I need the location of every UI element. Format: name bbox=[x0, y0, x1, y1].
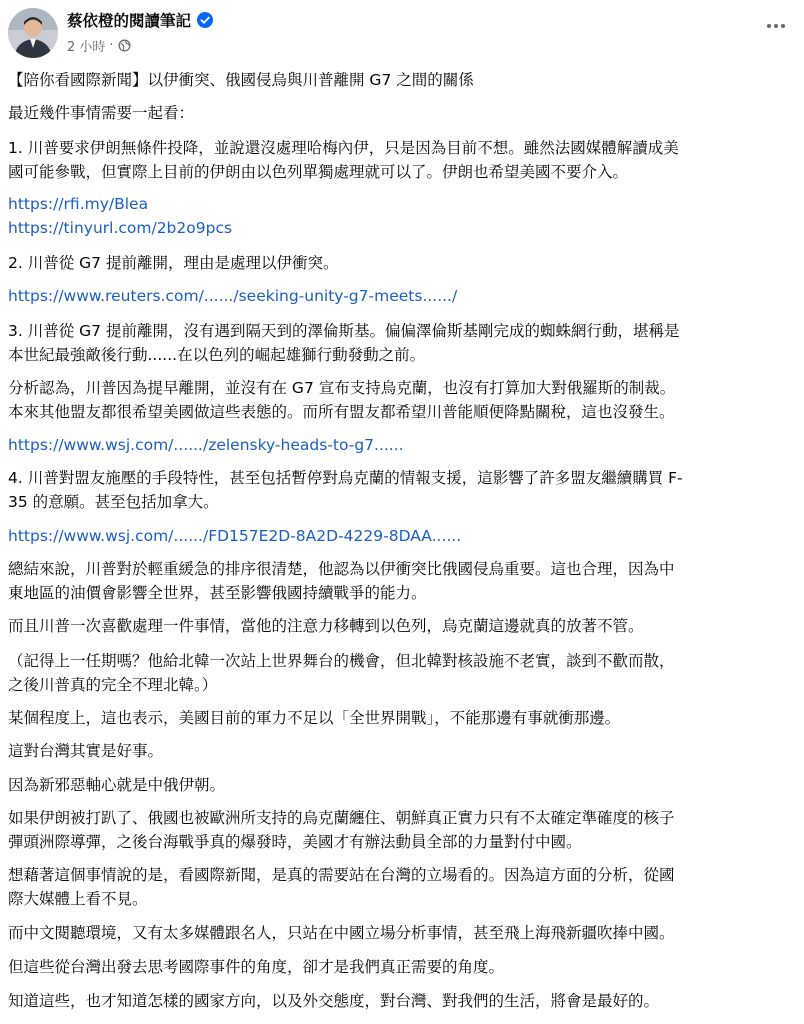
paragraph-8-line-2: 之後川普真的完全不理北韓。） bbox=[8, 676, 218, 694]
more-dot-icon bbox=[774, 24, 778, 28]
post-intro: 最近幾件事情需要一起看： bbox=[8, 104, 195, 122]
paragraph-11: 因為新邪惡軸心就是中俄伊朝。 bbox=[8, 776, 226, 794]
paragraph-10: 這對台灣其實是好事。 bbox=[8, 742, 164, 760]
paragraph-1-line-1: 1. 川普要求伊朗無條件投降，並說還沒處理哈梅內伊，只是因為目前不想。雖然法國媒體解讀成美 bbox=[8, 139, 679, 157]
paragraph-15: 但這些從台灣出發去思考國際事件的角度，卻才是我們真正需要的角度。 bbox=[8, 958, 505, 976]
more-dot-icon bbox=[781, 24, 785, 28]
wsj-zelensky-link[interactable]: https://www.wsj.com/....../zelensky-heads-to-g7...... bbox=[8, 436, 404, 454]
globe-icon[interactable] bbox=[118, 39, 131, 52]
paragraph-12-line-2: 彈頭洲際導彈，之後台海戰爭真的爆發時，美國才有辦法動員全部的力量對付中國。 bbox=[8, 833, 582, 851]
paragraph-3-line-2: 本世紀最強敵後行動......在以色列的崛起雄獅行動發動之前。 bbox=[8, 346, 426, 364]
author-avatar[interactable] bbox=[8, 8, 58, 58]
post-header bbox=[8, 8, 796, 60]
paragraph-9: 某個程度上，這也表示，美國目前的軍力不足以「全世界開戰」，不能那邊有事就衝那邊。 bbox=[8, 709, 621, 727]
more-dot-icon bbox=[767, 24, 771, 28]
paragraph-8-line-1: （記得上一任期嗎？他給北韓一次站上世界舞台的機會，但北韓對核設施不老實，談到不歡而散， bbox=[8, 652, 675, 670]
paragraph-16: 知道這些，也才知道怎樣的國家方向，以及外交態度，對台灣、對我們的生活，將會是最好的。 bbox=[8, 992, 660, 1010]
meta-separator: · bbox=[109, 38, 114, 53]
paragraph-1-line-2: 國可能參戰，但實際上目前的伊朗由以色列單獨處理就可以了。伊朗也希望美國不要介入。 bbox=[8, 163, 629, 181]
author-name[interactable] bbox=[67, 9, 213, 31]
paragraph-13-line-1: 想藉著這個事情說的是，看國際新聞，是真的需要站在台灣的立場看的。因為這方面的分析，從國 bbox=[8, 866, 675, 884]
paragraph-4-line-2: 本來其他盟友都很希望美國做這些表態的。而所有盟友都希望川普能順便降點關稅，這也沒發生。 bbox=[8, 403, 675, 421]
paragraph-12-line-1: 如果伊朗被打趴了、俄國也被歐洲所支持的烏克蘭纏住、朝鮮真正實力只有不太確定準確度的核子 bbox=[8, 809, 675, 827]
post-title: 【陪你看國際新聞】以伊衝突、俄國侵烏與川普離開 G7 之間的關係 bbox=[8, 71, 474, 89]
paragraph-14: 而中文閱聽環境，又有太多媒體跟名人，只站在中國立場分析事情，甚至飛上海飛新疆吹捧中國。 bbox=[8, 924, 675, 942]
more-options-icon[interactable] bbox=[760, 14, 792, 38]
paragraph-4-line-1: 分析認為，川普因為提早離開，並沒有在 G7 宣布支持烏克蘭，也沒有打算加大對俄羅斯的制裁。 bbox=[8, 379, 676, 397]
wsj-article-link[interactable]: https://www.wsj.com/....../FD157E2D-8A2D-4229-8DAA...... bbox=[8, 527, 462, 545]
paragraph-5-line-2: 35 的意願。甚至包括加拿大。 bbox=[8, 493, 219, 511]
paragraph-6-line-2: 東地區的油價會影響全世界，甚至影響俄國持續戰爭的能力。 bbox=[8, 584, 427, 602]
paragraph-5-line-1: 4. 川普對盟友施壓的手段特性，甚至包括暫停對烏克蘭的情報支援，這影響了許多盟友繼續購買 F- bbox=[8, 469, 683, 487]
reuters-link[interactable]: https://www.reuters.com/....../seeking-unity-g7-meets....../ bbox=[8, 287, 458, 305]
paragraph-13-line-2: 際大媒體上看不見。 bbox=[8, 890, 148, 908]
paragraph-7: 而且川普一次喜歡處理一件事情，當他的注意力移轉到以色列，烏克蘭這邊就真的放著不管。 bbox=[8, 617, 644, 635]
post-meta bbox=[67, 36, 131, 55]
verified-badge-icon bbox=[197, 12, 213, 28]
paragraph-6-line-1: 總結來說，川普對於輕重緩急的排序很清楚，他認為以伊衝突比俄國侵烏重要。這也合理，因為中 bbox=[8, 560, 675, 578]
author-name-text[interactable]: 蔡依橙的閱讀筆記 bbox=[67, 12, 192, 30]
paragraph-2: 2. 川普從 G7 提前離開，理由是處理以伊衝突。 bbox=[8, 254, 339, 272]
tinyurl-link[interactable]: https://tinyurl.com/2b2o9pcs bbox=[8, 219, 233, 237]
post-timestamp[interactable]: 2 小時 bbox=[67, 40, 106, 55]
paragraph-3-line-1: 3. 川普從 G7 提前離開，沒有遇到隔天到的澤倫斯基。偏偏澤倫斯基剛完成的蜘蛛網行動，堪稱是 bbox=[8, 322, 680, 340]
rfi-link[interactable]: https://rfi.my/Blea bbox=[8, 195, 149, 213]
avatar-photo-icon bbox=[8, 8, 58, 58]
